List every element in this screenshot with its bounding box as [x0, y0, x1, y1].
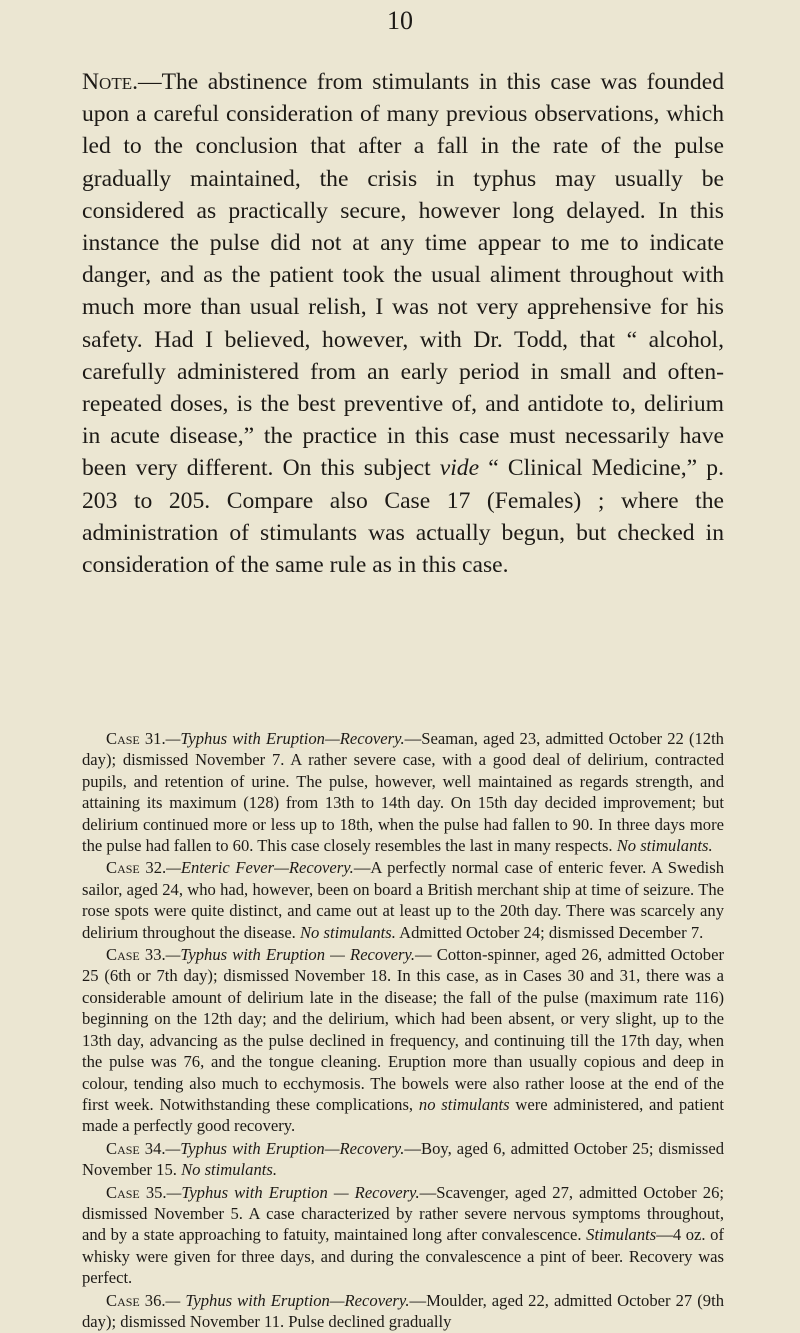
case-label: Case 32.	[106, 858, 167, 878]
note-vide: vide	[439, 455, 480, 482]
case-note: No stimulants.	[181, 1160, 277, 1180]
case-title: — Typhus with Eruption—Recovery.	[165, 1290, 410, 1310]
case-title: —Enteric Fever—Recovery.	[166, 858, 354, 878]
case-33	[82, 944, 724, 1137]
case-label: Case 33.	[106, 945, 166, 965]
case-text: —Scavenger, aged 27, admitted October 26; dismissed November 5. A case characterized by rather severe nervous symptoms throughout, and by a state approaching to fatuity, maintained long after convalescence.	[82, 1182, 724, 1245]
note-text-part-2: “ Clinical Medicine,” p. 203 to 205. Compare also Case 17 (Females) ; where the administration of stimulants was actually begun, but checked in consideration of the same rule as in this case.	[82, 455, 724, 579]
case-31	[82, 728, 724, 856]
case-text-continued: Admitted October 24; dismissed December 7.	[395, 922, 704, 942]
case-title: —Typhus with Eruption — Recovery.	[165, 945, 416, 965]
case-label: Case 35.	[106, 1182, 167, 1202]
case-note: no stimulants	[418, 1094, 510, 1114]
case-note: No stimulants.	[616, 836, 713, 856]
case-note: Stimulants	[586, 1225, 657, 1245]
case-text: —Moulder, aged 22, admitted October 27 (9th day); dismissed November 11. Pulse declined gradually	[82, 1290, 724, 1331]
case-title: —Typhus with Eruption — Recovery.	[166, 1182, 420, 1202]
case-title: —Typhus with Eruption—Recovery.	[165, 1138, 405, 1158]
case-text: —A perfectly normal case of enteric fever. A Swedish sailor, aged 24, who had, however, been on board a British merchant ship at time of seizure. The rose spots were quite distinct, and came out at least up to the 20th day. There was scarcely any delirium throughout the disease.	[82, 858, 724, 942]
note-label: Note.	[82, 69, 138, 95]
note-text-part-1: The abstinence from stimulants in this case was founded upon a careful consideration of many previous observations, which led to the conclusion that after a fall in the rate of the pulse gradually maintained, the crisis in typhus may usually be considered as practically secure, however long delayed. In this instance the pulse did not at any time appear to me to indicate danger, and as the patient took the usual aliment throughout with much more than usual relish, I was not very apprehensive for his safety. Had I believed, however, with Dr. Todd, that “ alcohol, carefully administered from an early period in small and often-repeated doses, is the best preventive of, and antidote to, delirium in acute disease,” the practice in this case must necessarily have been very different. On this subject	[82, 69, 724, 482]
note-dash: —	[137, 69, 162, 95]
case-note: No stimulants.	[299, 922, 396, 942]
case-text: —Seaman, aged 23, admitted October 22 (12th day); dismissed November 7. A rather severe case, with a good deal of delirium, contracted pupils, and retention of urine. The pulse, however, well maintained as regards strength, and attaining its maximum (128) from 13th to 14th day. On 15th day decided improvement; but delirium continued more or less up to 18th, when the pulse had fallen to 90. In three days more the pulse had fallen to 60. This case closely resembles the last in many respects.	[82, 729, 724, 856]
case-title: —Typhus with Eruption—Recovery.	[165, 729, 405, 748]
case-34	[82, 1138, 724, 1181]
case-label: Case 36.	[106, 1290, 166, 1310]
case-32	[82, 857, 724, 943]
case-label: Case 34.	[106, 1138, 166, 1158]
case-text-continued: —4 oz. of whisky were given for three days, and during the convalescence a pint of beer. Recovery was perfect.	[82, 1225, 725, 1288]
case-text: —Boy, aged 6, admitted October 25; dismissed November 15.	[82, 1138, 725, 1180]
page-number: 10	[387, 6, 413, 35]
case-list	[82, 728, 724, 1333]
case-text: — Cotton-spinner, aged 26, admitted October 25 (6th or 7th day); dismissed November 18. In this case, as in Cases 30 and 31, there was a considerable amount of delirium late in the disease; the fall of the pulse (maximum rate 116) beginning on the 12th day; and the delirium, which had been absent, or very slight, up to the 13th day, advancing as the pulse declined in frequency, and continuing till the 17th day, when the pulse was 76, and the tongue cleaning. Eruption more than usually copious and deep in colour, tending also much to ecchymosis. The bowels were also rather loose at the end of the first week. Notwithstanding these complications,	[82, 945, 724, 1114]
case-text-continued: were administered, and patient made a perfectly good recovery.	[82, 1094, 724, 1136]
note-paragraph	[82, 66, 724, 581]
case-label: Case 31.	[106, 729, 166, 748]
case-35	[82, 1182, 724, 1289]
